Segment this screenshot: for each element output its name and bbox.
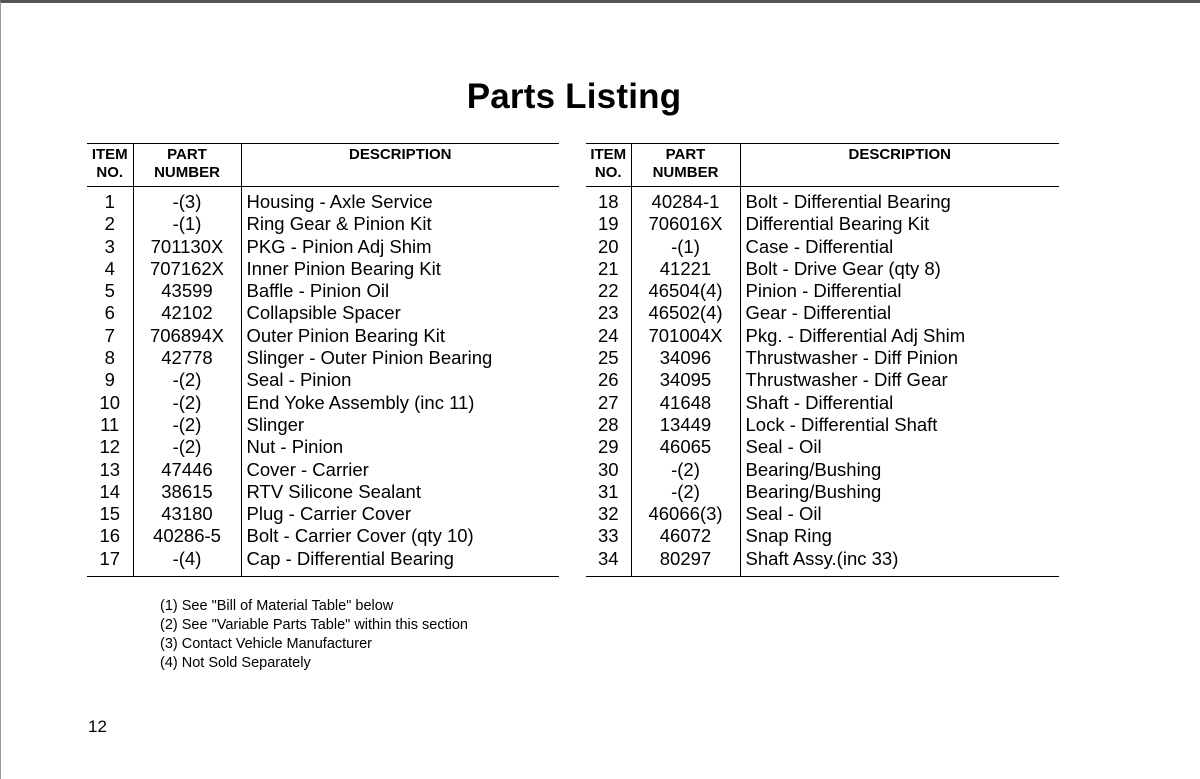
table-row [87, 187, 559, 214]
description-cell: Shaft Assy.(inc 33) [740, 548, 1059, 577]
item-number-cell: 27 [597, 391, 619, 413]
table-header-row [87, 144, 559, 187]
description-cell: Pinion - Differential [745, 280, 902, 302]
description-cell: Shaft - Differential [745, 391, 894, 413]
header-part-number [631, 144, 740, 187]
item-number-cell: 3 [104, 235, 115, 257]
table-row [586, 548, 1059, 577]
table-row [87, 347, 559, 369]
description-cell: Slinger - Outer Pinion Bearing [246, 347, 493, 369]
item-number-cell: 26 [597, 369, 619, 391]
part-number-cell: 34095 [631, 369, 740, 391]
item-number-cell: 28 [597, 413, 619, 435]
part-number-cell: 46065 [631, 436, 740, 458]
item-number-cell: 10 [99, 391, 121, 413]
table-row [87, 213, 559, 235]
footnote: (2) See "Variable Parts Table" within this section [160, 617, 468, 633]
table-row [586, 236, 1059, 258]
table-row [586, 347, 1059, 369]
part-number-cell: 707162X [133, 258, 241, 280]
table-row [87, 481, 559, 503]
table-row [586, 280, 1059, 302]
table-row [87, 414, 559, 436]
item-number-cell: 14 [99, 480, 121, 502]
part-number-cell: -(2) [133, 436, 241, 458]
parts-table-left [87, 143, 559, 577]
part-number-cell: 42102 [133, 302, 241, 324]
footnotes [160, 597, 468, 673]
item-number-cell: 12 [99, 436, 121, 458]
header-part-line1: PART [167, 146, 207, 163]
description-cell: Gear - Differential [745, 302, 892, 324]
part-number-cell: -(2) [631, 459, 740, 481]
item-number-cell: 22 [597, 280, 619, 302]
header-description-label: DESCRIPTION [848, 146, 951, 163]
table-row [586, 436, 1059, 458]
part-number-cell: 706016X [631, 213, 740, 235]
item-number-cell: 15 [99, 503, 121, 525]
part-number-cell: -(3) [133, 187, 241, 214]
part-number-cell: 701004X [631, 325, 740, 347]
page-title: Parts Listing [466, 77, 682, 116]
description-cell: Bolt - Differential Bearing [745, 191, 951, 212]
table-row [87, 258, 559, 280]
table-row [586, 525, 1059, 547]
item-number-cell: 4 [104, 257, 115, 279]
item-number-cell: 20 [597, 235, 619, 257]
part-number-cell: 46072 [631, 525, 740, 547]
item-number-cell: 32 [597, 503, 619, 525]
table-row [87, 436, 559, 458]
table-row [87, 392, 559, 414]
parts-table-right [586, 143, 1059, 577]
part-number-cell: 38615 [133, 481, 241, 503]
header-item-line2: NO. [96, 164, 124, 181]
item-number-cell: 19 [597, 213, 619, 235]
part-number-cell: -(1) [631, 236, 740, 258]
description-cell: Plug - Carrier Cover [246, 503, 411, 525]
table-row [586, 213, 1059, 235]
description-cell: Seal - Oil [745, 503, 822, 525]
description-cell: Housing - Axle Service [246, 191, 433, 212]
header-item-line1: ITEM [91, 146, 128, 163]
description-cell: Inner Pinion Bearing Kit [246, 257, 441, 279]
description-cell: RTV Silicone Sealant [246, 480, 421, 502]
description-cell: Differential Bearing Kit [745, 213, 930, 235]
item-number-cell: 16 [99, 525, 121, 547]
part-number-cell: 47446 [133, 459, 241, 481]
description-cell: Bolt - Carrier Cover (qty 10) [246, 525, 474, 547]
part-number-cell: 41221 [631, 258, 740, 280]
description-cell: Snap Ring [745, 525, 832, 547]
header-part-number [133, 144, 241, 187]
description-cell: Bearing/Bushing [745, 458, 882, 480]
table-row [87, 525, 559, 547]
description-cell: Bolt - Drive Gear (qty 8) [745, 257, 941, 279]
part-number-cell: -(1) [133, 213, 241, 235]
item-number-cell: 18 [597, 191, 619, 212]
table-row [87, 459, 559, 481]
header-description [740, 144, 1059, 187]
item-number-cell: 5 [104, 280, 115, 302]
item-number-cell: 30 [597, 458, 619, 480]
table-row [87, 302, 559, 324]
part-number-cell: -(2) [133, 369, 241, 391]
item-number-cell: 25 [597, 347, 619, 369]
table-row [586, 459, 1059, 481]
description-cell: Bearing/Bushing [745, 480, 882, 502]
description-cell: Outer Pinion Bearing Kit [246, 324, 445, 346]
footnote: (1) See "Bill of Material Table" below [160, 598, 394, 614]
table-row [87, 280, 559, 302]
table-row [586, 187, 1059, 214]
table-row [87, 548, 559, 577]
description-cell: Cap - Differential Bearing [241, 548, 559, 577]
part-number-cell: -(4) [133, 548, 241, 577]
header-part-line1: PART [665, 146, 706, 163]
header-item-line1: ITEM [590, 146, 627, 163]
part-number-cell: 42778 [133, 347, 241, 369]
part-number-cell: 706894X [133, 325, 241, 347]
table-row [586, 481, 1059, 503]
description-cell: Ring Gear & Pinion Kit [246, 213, 432, 235]
part-number-cell: -(2) [133, 414, 241, 436]
table-row [87, 503, 559, 525]
description-cell: End Yoke Assembly (inc 11) [246, 391, 475, 413]
item-number-cell: 13 [99, 458, 121, 480]
parts-table-right-body [586, 187, 1059, 577]
table-row [586, 258, 1059, 280]
item-number-cell: 29 [597, 436, 619, 458]
description-cell: Case - Differential [745, 235, 894, 257]
part-number-cell: 46502(4) [631, 302, 740, 324]
table-row [87, 236, 559, 258]
table-row [87, 369, 559, 391]
item-number-cell: 21 [597, 257, 619, 279]
item-number-cell: 24 [597, 324, 619, 346]
part-number-cell: 46504(4) [631, 280, 740, 302]
item-number-cell: 17 [87, 548, 133, 577]
header-part-line2: NUMBER [154, 164, 220, 181]
description-cell: Slinger [246, 413, 305, 435]
item-number-cell: 1 [104, 191, 115, 212]
header-item-no [87, 144, 133, 187]
item-number-cell: 2 [104, 213, 115, 235]
table-row [586, 392, 1059, 414]
description-cell: Seal - Oil [745, 436, 822, 458]
description-cell: Nut - Pinion [246, 436, 344, 458]
table-row [586, 302, 1059, 324]
item-number-cell: 23 [597, 302, 619, 324]
description-cell: Lock - Differential Shaft [745, 413, 938, 435]
description-cell: Seal - Pinion [246, 369, 352, 391]
header-item-line2: NO. [594, 164, 622, 181]
item-number-cell: 34 [586, 548, 631, 577]
table-row [586, 503, 1059, 525]
table-row [586, 325, 1059, 347]
item-number-cell: 8 [104, 347, 115, 369]
part-number-cell: -(2) [133, 392, 241, 414]
part-number-cell: 40284-1 [631, 187, 740, 214]
item-number-cell: 33 [597, 525, 619, 547]
header-description [241, 144, 559, 187]
description-cell: Cover - Carrier [246, 458, 369, 480]
footnote: (4) Not Sold Separately [160, 655, 311, 671]
part-number-cell: 701130X [133, 236, 241, 258]
table-row [586, 369, 1059, 391]
table-row [586, 414, 1059, 436]
part-number-cell: -(2) [631, 481, 740, 503]
item-number-cell: 7 [104, 324, 115, 346]
description-cell: Baffle - Pinion Oil [246, 280, 390, 302]
page-number: 12 [88, 717, 107, 736]
part-number-cell: 34096 [631, 347, 740, 369]
description-cell: Collapsible Spacer [246, 302, 401, 324]
item-number-cell: 31 [597, 480, 619, 502]
item-number-cell: 9 [104, 369, 115, 391]
table-header-row [586, 144, 1059, 187]
part-number-cell: 13449 [631, 414, 740, 436]
part-number-cell: 43180 [133, 503, 241, 525]
header-description-label: DESCRIPTION [348, 146, 452, 163]
part-number-cell: 40286-5 [133, 525, 241, 547]
description-cell: Pkg. - Differential Adj Shim [745, 324, 966, 346]
item-number-cell: 6 [104, 302, 115, 324]
description-cell: Thrustwasher - Diff Gear [745, 369, 948, 391]
header-item-no [586, 144, 631, 187]
part-number-cell: 43599 [133, 280, 241, 302]
footnote: (3) Contact Vehicle Manufacturer [160, 636, 372, 652]
item-number-cell: 11 [100, 413, 120, 435]
part-number-cell: 80297 [631, 548, 740, 577]
part-number-cell: 46066(3) [631, 503, 740, 525]
part-number-cell: 41648 [631, 392, 740, 414]
description-cell: Thrustwasher - Diff Pinion [745, 347, 958, 369]
description-cell: PKG - Pinion Adj Shim [246, 235, 432, 257]
header-part-line2: NUMBER [652, 164, 719, 181]
table-row [87, 325, 559, 347]
parts-table-left-body [87, 187, 559, 577]
